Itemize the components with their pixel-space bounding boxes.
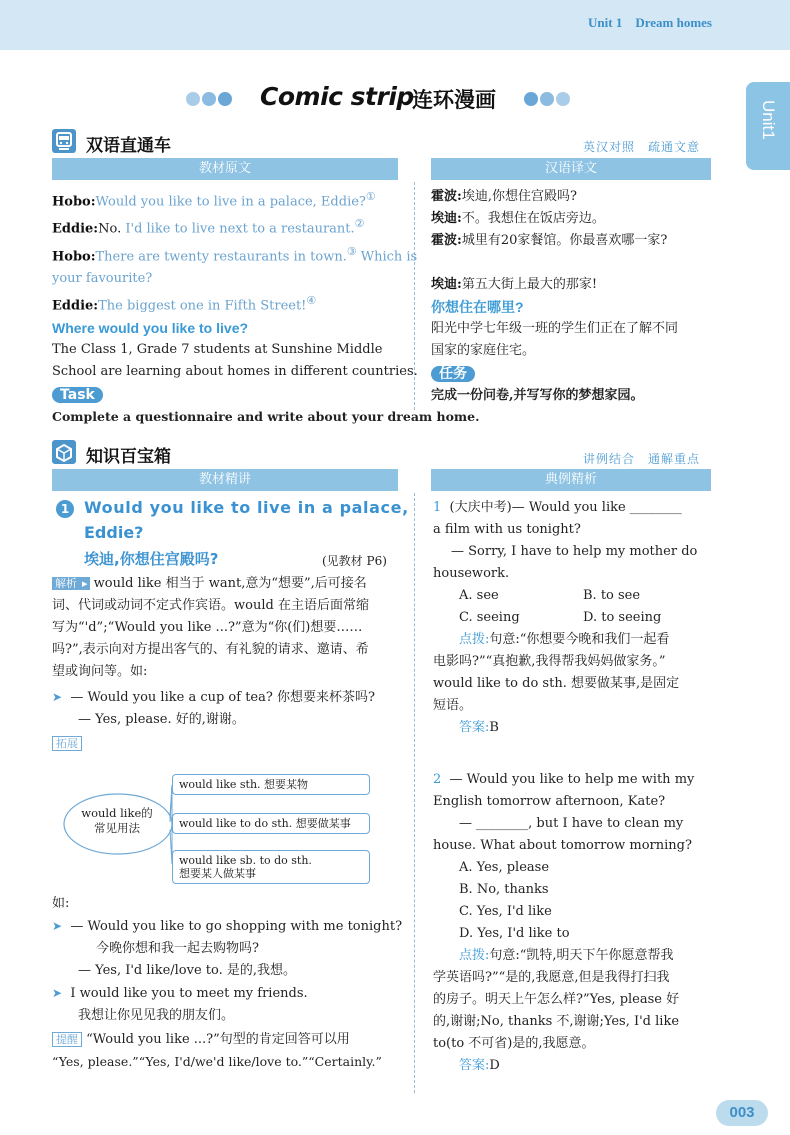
- para-cn-1: 阳光中学七年级一班的学生们正在了解不同: [431, 321, 679, 336]
- diagram-box-1: would like sth. 想要某物: [172, 774, 370, 795]
- unit-label: [588, 15, 712, 31]
- para-en-2: School are learning about homes in different countries.: [52, 364, 418, 380]
- arrow-icon: ➤: [52, 919, 63, 933]
- unit-title: Dream homes: [635, 15, 712, 30]
- task-badge-cn: 任务: [431, 366, 475, 382]
- dialogue-line: Eddie:No. I'd like to live next to a restaurant.②: [52, 217, 365, 237]
- point-heading-en-2: Eddie?: [84, 523, 144, 542]
- examples: 如: ➤ — Would you like to go shopping with me tonight? 今晚你想和我一起去购物吗? — Yes, I'd like/love to. 是的,我想。 ➤ I would like you to meet my friends. 我想让你见见我的朋友们。 提醒 “Would you like ...?”句型的肯定回答可以用 “Yes, please.”“Yes, I'd/we'd like/love to.”“Certainly.”: [52, 896, 403, 1069]
- unit-tab-label: Unit1: [759, 100, 778, 140]
- box-icon: [52, 440, 76, 464]
- section2-left-head: 教材精讲: [52, 469, 398, 491]
- textbook-ref: (见教材 P6): [322, 554, 387, 568]
- section1-left-head: 教材原文: [52, 158, 398, 180]
- para-en-1: The Class 1, Grade 7 students at Sunshine Middle: [52, 342, 383, 358]
- point-heading-cn: 埃迪,你想住宫殿吗?: [84, 550, 219, 568]
- example-question-2: 2 — Would you like to help me with my English tomorrow afternoon, Kate? — ________, but I have to clean my house. What about tomorrow morning? A. Yes, please B. No, thanks C. Yes, I'd like D. Yes, I'd like to 点拨:句意:“凯特,明天下午你愿意帮我 学英语吗?”“是的,我愿意,但是我得打扫我 的房子。明天上午怎么样?”Yes, please 好 的,谢谢;No, thanks 不,谢谢;Yes, I'd like to(to 不可省)是的,我愿意。 答案:D: [433, 772, 695, 1073]
- task-badge: Task: [52, 387, 103, 403]
- unit-tab[interactable]: [746, 82, 790, 170]
- para-cn-2: 国家的家庭住宅。: [431, 343, 536, 358]
- task-text-en: Complete a questionnaire and write about your dream home.: [52, 409, 480, 425]
- comic-title: Comic strip: [260, 82, 414, 111]
- dialogue-line: Eddie:The biggest one in Fifth Street!④: [52, 293, 317, 314]
- section2-subtitle: 讲例结合 通解重点: [583, 452, 701, 466]
- dialogue-line-cn: 霍波:城里有20家餐馆。你最喜欢哪一家?: [431, 233, 668, 248]
- divider: [414, 493, 415, 1093]
- section2-right-head: 典例精析: [431, 469, 711, 491]
- diagram-box-2: would like to do sth. 想要做某事: [172, 813, 370, 834]
- task-text-cn: 完成一份问卷,并写写你的梦想家园。: [431, 388, 644, 403]
- arrow-icon: ➤: [52, 690, 63, 704]
- unit-number: Unit 1: [588, 15, 623, 30]
- point-number: 1: [56, 500, 74, 518]
- tixing-tag: 提醒: [52, 1032, 82, 1047]
- page-number: 003: [716, 1100, 768, 1126]
- dialogue-line-cn: 霍波:埃迪,你想住宫殿吗?: [431, 189, 577, 204]
- section1-title: 双语直通车: [86, 136, 171, 156]
- tuozhan-tag: 拓展: [52, 736, 82, 751]
- section2-title: 知识百宝箱: [86, 447, 171, 467]
- question-en: Where would you like to live?: [52, 320, 249, 337]
- dialogue-line: your favourite?: [52, 270, 153, 286]
- decor-dots-right: [524, 92, 570, 106]
- section1-right-head: 汉语译文: [431, 158, 711, 180]
- chinese-text: [431, 186, 721, 407]
- dialogue-line-cn: 埃迪:不。我想住在饭店旁边。: [431, 211, 605, 226]
- diagram-box-3: would like sb. to do sth. 想要某人做某事: [172, 850, 370, 884]
- example-question-1: 1 (大庆中考)— Would you like ________ a film with us tonight? — Sorry, I have to help my mother do housework. A. see B. to see C. seeing D. to seeing 点拨:句意:“你想要今晚和我们一起看 电影吗?”“真抱歉,我得帮我妈妈做家务。” would like to do sth. 想要做某事,是固定 短语。 答案:B: [433, 500, 698, 735]
- dialogue-line-cn: 埃迪:第五大街上最大的那家!: [431, 277, 598, 292]
- comic-title-cn: 连环漫画: [412, 88, 496, 112]
- dialogue-line: Hobo:Would you like to live in a palace, Eddie?①: [52, 190, 376, 210]
- dialogue-line: Hobo:There are twenty restaurants in town.③ Which is: [52, 244, 418, 264]
- jiexi-tag: 解析: [52, 577, 80, 590]
- point-heading-en: Would you like to live in a palace,: [84, 498, 409, 517]
- explanation: 解析 ▸ would like 相当于 want,意为“想要”,后可接名 词、代词或动词不定式作宾语。would 在主语后面常缩 写为“'d”;“Would you like ...?”意为“你(们)想要…… 吗?”,表示向对方提出客气的、有礼貌的请求、邀请、希 望或询问等。如: ➤ — Would you like a cup of tea? 你想要来杯茶吗? — Yes, please. 好的,谢谢。 拓展: [52, 576, 375, 750]
- train-icon: [52, 129, 76, 153]
- section1-subtitle: 英汉对照 疏通文意: [583, 140, 701, 154]
- arrow-icon: ➤: [52, 986, 63, 1000]
- diagram-center: would like的 常见用法: [81, 806, 153, 835]
- decor-dots-left: [186, 92, 232, 106]
- question-cn: 你想住在哪里?: [431, 299, 524, 315]
